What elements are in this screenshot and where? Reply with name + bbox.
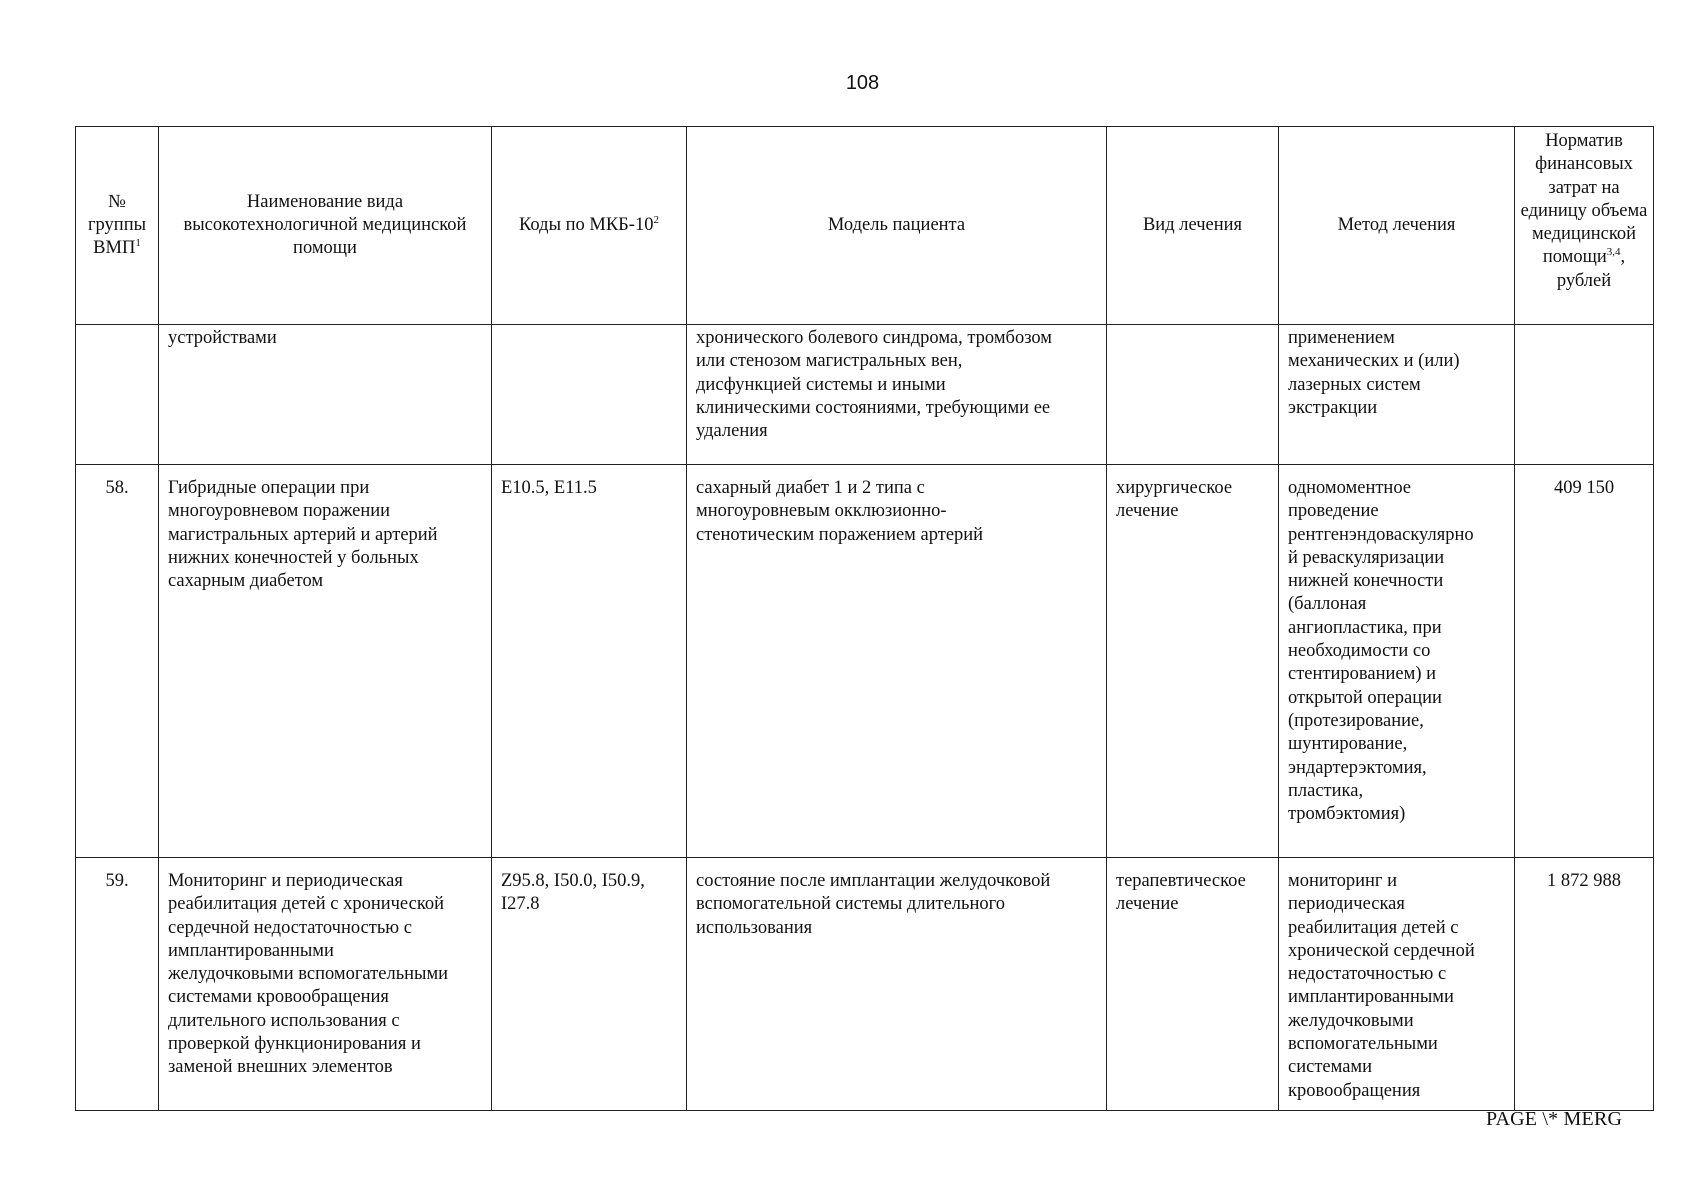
row-codes: Z95.8, I50.0, I50.9, I27.8 xyxy=(492,858,687,1111)
row-cost: 1 872 988 xyxy=(1515,858,1654,1111)
row-treatment-method: одномоментное проведение рентгенэндоваскулярно й реваскуляризации нижней конечности (баллоная ангиопластика, при необходимости со стентированием) и открытой операции (протезирование, шунтирование, эндартерэктомия, пластика, тромбэктомия) xyxy=(1279,465,1515,858)
row-codes xyxy=(492,325,687,465)
header-patient-model: Модель пациента xyxy=(687,127,1107,325)
header-cost: Норматив финансовых затрат на единицу объема медицинской помощи$^{3,4}$, рублей xyxy=(1515,127,1654,325)
row-treatment-method: мониторинг и периодическая реабилитация детей с хронической сердечной недостаточностью с имплантированными желудочковыми вспомогательными системами кровообращения xyxy=(1279,858,1515,1111)
page-number: 108 xyxy=(845,72,880,94)
header-name: Наименование вида высокотехнологичной медицинской помощи xyxy=(159,127,492,325)
row-name: Гибридные операции при многоуровневом поражении магистральных артерий и артерий нижних конечностей у больных сахарным диабетом xyxy=(159,465,492,858)
row-treatment-type: хирургическое лечение xyxy=(1107,465,1279,858)
row-number: 58. xyxy=(76,465,159,858)
header-group-no: № группы ВМП$^1$ xyxy=(76,127,159,325)
row-name: устройствами xyxy=(159,325,492,465)
row-treatment-method: применением механических и (или) лазерных систем экстракции xyxy=(1279,325,1515,465)
table-row xyxy=(76,465,1654,858)
header-icd-codes: Коды по МКБ-$10^2$ xyxy=(492,127,687,325)
row-patient-model: хронического болевого синдрома, тромбозом или стенозом магистральных вен, дисфункцией системы и иными клиническими состояниями, требующими ее удаления xyxy=(687,325,1107,465)
page-footer-field-code: PAGE \* MERG xyxy=(1486,1108,1623,1130)
row-name: Мониторинг и периодическая реабилитация детей с хронической сердечной недостаточностью с имплантированными желудочковыми вспомогательными системами кровообращения длительного использования с проверкой функционирования и заменой внешних элементов xyxy=(159,858,492,1111)
row-cost: 409 150 xyxy=(1515,465,1654,858)
row-number: 59. xyxy=(76,858,159,1111)
vmp-table xyxy=(75,126,1654,1111)
table-header-row xyxy=(76,127,1654,325)
row-number xyxy=(76,325,159,465)
row-patient-model: сахарный диабет 1 и 2 типа с многоуровневым окклюзионно- стенотическим поражением артерий xyxy=(687,465,1107,858)
row-treatment-type: терапевтическое лечение xyxy=(1107,858,1279,1111)
row-treatment-type xyxy=(1107,325,1279,465)
row-cost xyxy=(1515,325,1654,465)
row-codes: E10.5, E11.5 xyxy=(492,465,687,858)
header-treatment-type: Вид лечения xyxy=(1107,127,1279,325)
table-row xyxy=(76,858,1654,1111)
header-treatment-method: Метод лечения xyxy=(1279,127,1515,325)
table-row xyxy=(76,325,1654,465)
row-patient-model: состояние после имплантации желудочковой вспомогательной системы длительного использования xyxy=(687,858,1107,1111)
